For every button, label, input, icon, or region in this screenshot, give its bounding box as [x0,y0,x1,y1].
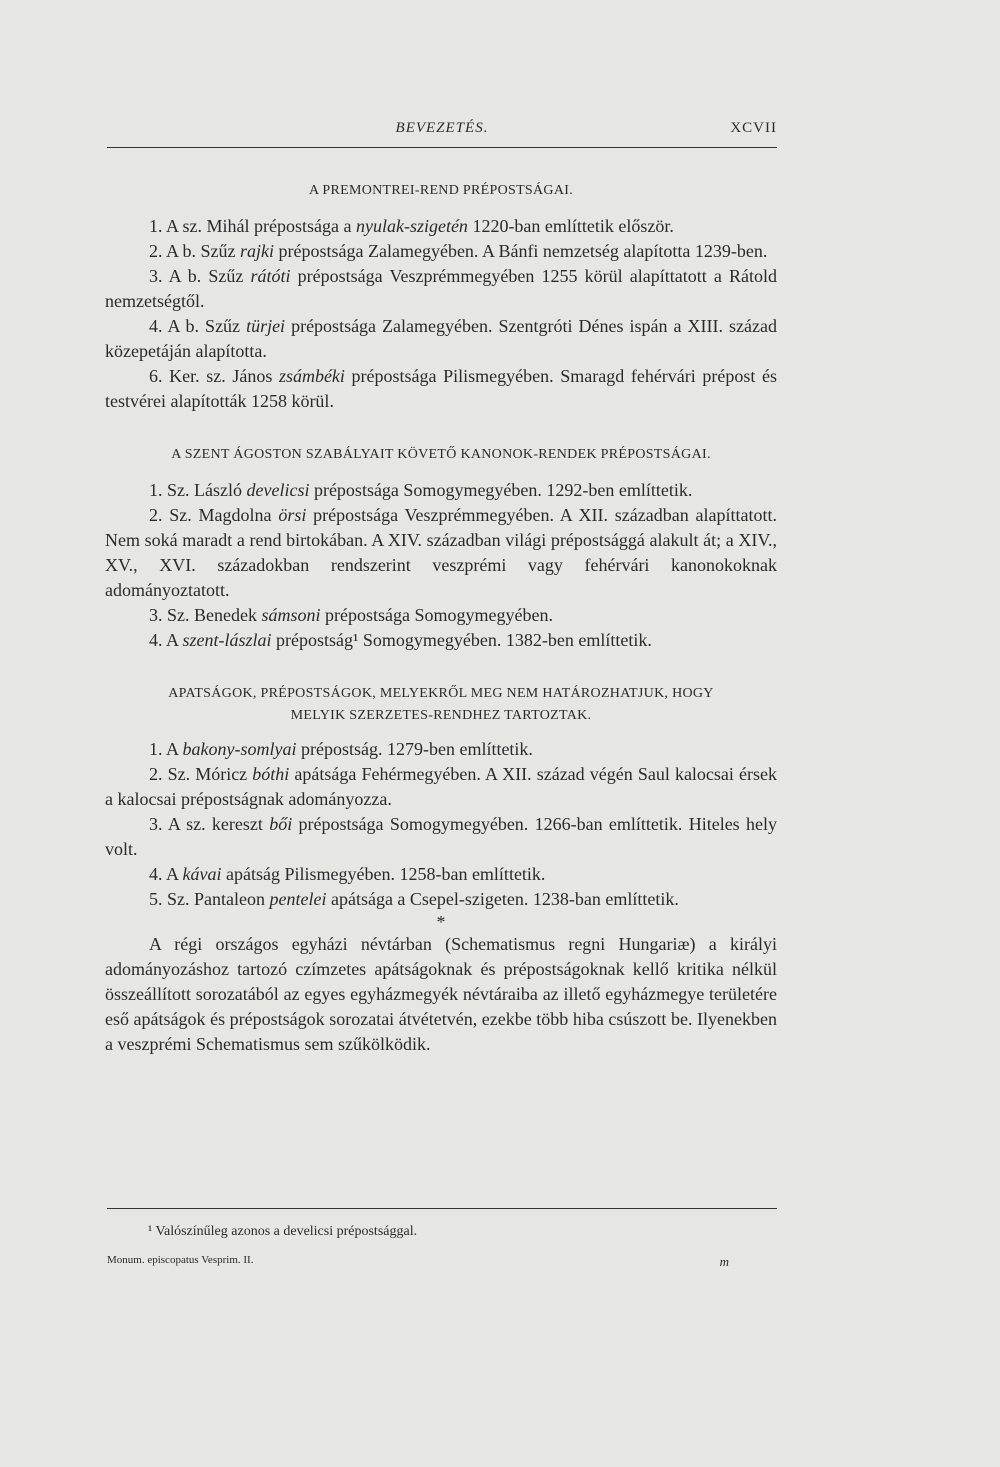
entry-text: apátsága Fehérmegyében. A XII. század végén Saul kalocsai érsek a kalocsai prépostságnak adományozza. [105,764,777,809]
entry-text: 1. A sz. Mihál prépostsága a [149,216,356,236]
place-name: örsi [278,505,307,525]
entry-text: 1. A [149,739,183,759]
entry-text: 4. A [149,630,183,650]
entry-list [105,214,777,414]
entry-text: prépostság. 1279-ben említtetik. [296,739,533,759]
list-item [105,812,777,862]
list-item [105,628,777,653]
place-name: zsámbéki [278,366,345,386]
section-heading: A PREMONTREI-REND PRÉPOSTSÁGAI. [308,183,574,198]
page-footer [107,1254,777,1272]
place-name: rátóti [250,266,291,286]
place-name: rajki [240,241,275,261]
entry-text: prépostsága Pilismegyében. Smaragd fehérvári prépost és testvérei alapították 1258 körül. [105,366,777,411]
entry-text: apátsága a Csepel-szigeten. 1238-ban említtetik. [326,889,679,909]
entry-text: 2. Sz. Magdolna [149,505,279,525]
entry-text: 1220-ban említtetik először. [467,216,674,236]
section-heading-line: MELYIK SZERZETES-RENDHEZ TARTOZTAK. [290,708,592,723]
list-item [105,862,777,887]
list-item [105,214,777,239]
list-item [105,737,777,762]
entry-text: prépostsága Veszprémmegyében. A XII. században alapíttatott. Nem soká maradt a rend birtokában. A XIV. században világi prépostsággá alakult át; a XIV., XV., XVI. századokban rendszerint veszprémi vagy fehérvári kanonokoknak adományoztatott. [105,505,777,600]
place-name: kávai [182,864,222,884]
entry-text: prépostsága Somogymegyében. [320,605,553,625]
footnote: ¹ Valószínűleg azonos a develicsi prépostsággal. [148,1224,418,1239]
running-title: BEVEZETÉS. [395,120,489,136]
entry-text: prépostsága Zalamegyében. Szentgróti Dénes ispán a XIII. század közepetáján alapította. [105,316,777,361]
section-undetermined [105,683,777,912]
footnote-rule [107,1208,777,1209]
place-name: türjei [246,316,286,336]
entry-text: apátság Pilismegyében. 1258-ban említtetik. [221,864,546,884]
entry-text: 5. Sz. Pantaleon [149,889,270,909]
entry-text: 2. Sz. Móricz [149,764,253,784]
list-item [105,264,777,314]
place-name: sámsoni [261,605,321,625]
entry-list [105,737,777,912]
page-number: XCVII [730,120,777,136]
place-name: bői [269,814,293,834]
entry-text: prépostsága Somogymegyében. 1292-ben említtetik. [309,480,693,500]
footer-source: Monum. episcopatus Vesprim. II. [107,1254,254,1266]
section-heading: A SZENT ÁGOSTON SZABÁLYAIT KÖVETŐ KANONOK-RENDEK PRÉPOSTSÁGAI. [171,447,711,462]
place-name: nyulak-szigetén [355,216,468,236]
place-name: develicsi [246,480,310,500]
signature-mark: m [719,1254,729,1269]
section-heading-line: APATSÁGOK, PRÉPOSTSÁGOK, MELYEKRŐL MEG NEM HATÁROZHATJUK, HOGY [168,686,714,701]
section-heading [105,683,777,727]
list-item [105,478,777,503]
list-item [105,364,777,414]
page-header [107,120,777,144]
entry-text: prépostsága Zalamegyében. A Bánfi nemzetség alapította 1239-ben. [274,241,768,261]
list-item [105,239,777,264]
separator-asterisk: * [436,912,446,932]
entry-text: prépostsága Somogymegyében. 1266-ban említtetik. Hiteles hely volt. [105,814,777,859]
page-body [105,180,777,1057]
closing-paragraph: A régi országos egyházi névtárban (Schematismus regni Hungariæ) a királyi adományozáshoz tartozó czímzetes apátságoknak és prépostságoknak kellő kritika nélkül összeállított sorozatából az egyes egyházmegyék névtáraiba az illető egyházmegye területére eső apátságok és prépostságok sorozatai átvétetvén, ezekbe több hiba csúszott be. Ilyenekben a veszprémi Schematismus sem szűkölködik. [105,934,777,1054]
entry-text: prépostság¹ Somogymegyében. 1382-ben említtetik. [271,630,652,650]
entry-text: 1. Sz. László [149,480,247,500]
place-name: bakony-somlyai [182,739,297,759]
list-item [105,503,777,603]
section-agoston [105,444,777,653]
entry-text: 4. A b. Szűz [149,316,247,336]
place-name: bóthi [252,764,290,784]
list-item [105,603,777,628]
place-name: pentelei [269,889,327,909]
entry-text: 3. A sz. kereszt [149,814,270,834]
entry-text: 6. Ker. sz. János [149,366,279,386]
place-name: szent-lászlai [182,630,272,650]
entry-text: 2. A b. Szűz [149,241,241,261]
list-item [105,314,777,364]
entry-text: prépostsága Veszprémmegyében 1255 körül alapíttatott a Rátold nemzetségtől. [105,266,777,311]
entry-text: 4. A [149,864,183,884]
section-premontrei [105,180,777,414]
entry-text: 3. A b. Szűz [149,266,251,286]
entry-text: 3. Sz. Benedek [149,605,262,625]
list-item [105,762,777,812]
list-item [105,887,777,912]
entry-list [105,478,777,653]
header-rule [107,147,777,148]
